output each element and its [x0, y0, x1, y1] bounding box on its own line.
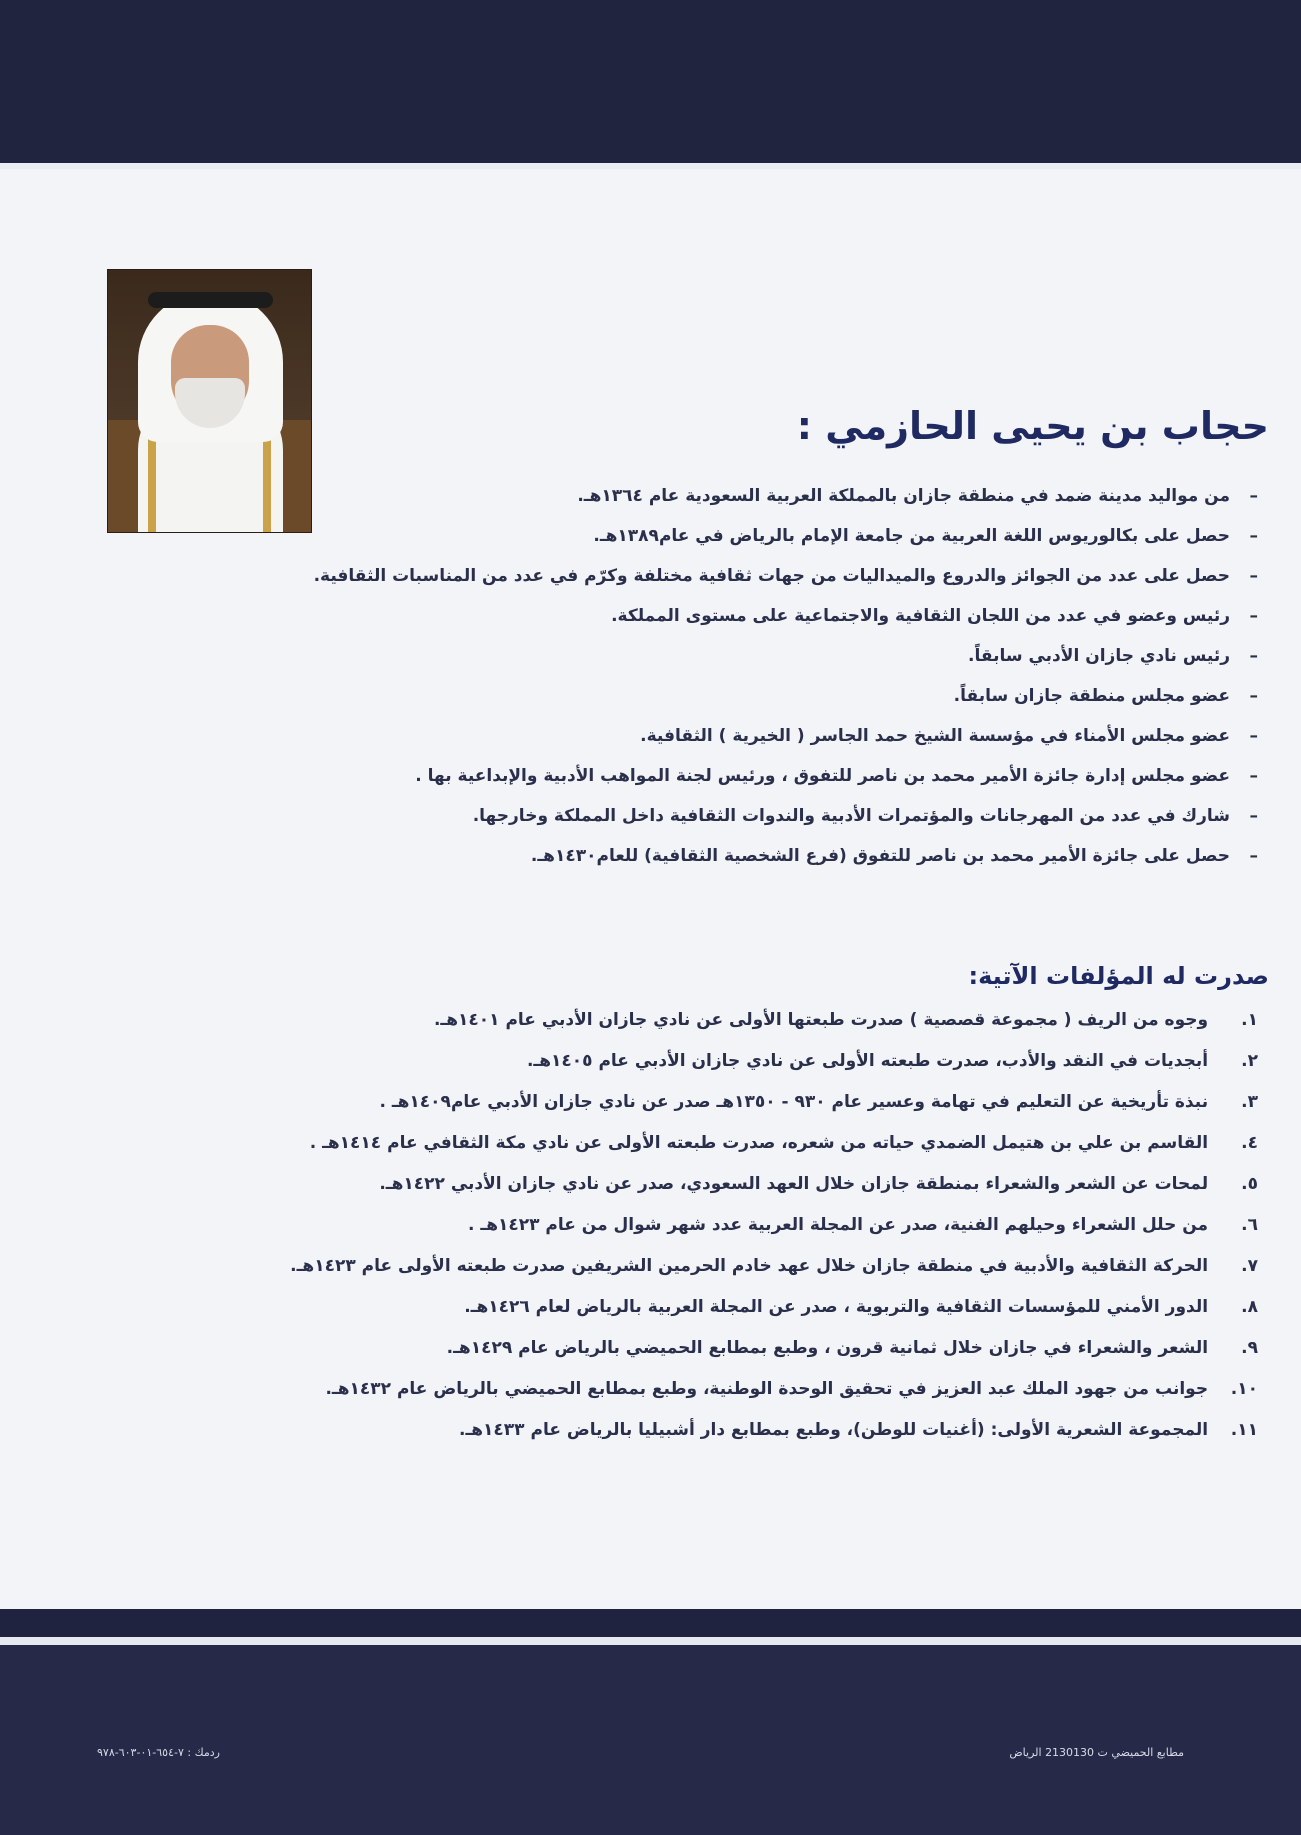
- bottom-divider-dark: [0, 1609, 1301, 1637]
- top-band: [0, 0, 1301, 167]
- bio-item: –شارك في عدد من المهرجانات والمؤتمرات الأدبية والندوات الثقافية داخل المملكة وخارجها.: [472, 806, 1258, 826]
- work-item: ٨. الدور الأمني للمؤسسات الثقافية والتربوية ، صدر عن المجلة العربية بالرياض لعام ١٤٢٦هـ.: [464, 1297, 1258, 1317]
- bullet-dash-icon: –: [1249, 766, 1258, 786]
- bio-item: –عضو مجلس الأمناء في مؤسسة الشيخ حمد الجاسر ( الخيرية ) الثقافية.: [640, 726, 1258, 746]
- printer-text: مطابع الحميضي ت 2130130 الرياض: [1009, 1746, 1184, 1759]
- bullet-dash-icon: –: [1249, 686, 1258, 706]
- bullet-dash-icon: –: [1249, 646, 1258, 666]
- work-item: ٧. الحركة الثقافية والأدبية في منطقة جازان خلال عهد خادم الحرمين الشريفين صدرت طبعته الأولى عام ١٤٢٣هـ.: [290, 1256, 1258, 1276]
- bio-item: –عضو مجلس إدارة جائزة الأمير محمد بن ناصر للتفوق ، ورئيس لجنة المواهب الأدبية والإبداعية بها .: [415, 766, 1258, 786]
- work-item: ١. وجوه من الريف ( مجموعة قصصية ) صدرت طبعتها الأولى عن نادي جازان الأدبي عام ١٤٠١هـ.: [433, 1010, 1258, 1030]
- bullet-dash-icon: –: [1249, 526, 1258, 546]
- work-item: ٦. من حلل الشعراء وحيلهم الفنية، صدر عن المجلة العربية عدد شهر شوال من عام ١٤٢٣هـ .: [468, 1215, 1258, 1235]
- author-portrait: [107, 269, 312, 533]
- agal: [148, 292, 273, 308]
- bullet-dash-icon: –: [1249, 806, 1258, 826]
- work-item: ١٠. جوانب من جهود الملك عبد العزيز في تحقيق الوحدة الوطنية، وطبع بمطابع الحميضي بالرياض عام ١٤٣٢هـ.: [325, 1379, 1258, 1399]
- bullet-dash-icon: –: [1249, 726, 1258, 746]
- work-item: ٣. نبذة تأريخية عن التعليم في تهامة وعسير عام ٩٣٠ - ١٣٥٠هـ صدر عن نادي جازان الأدبي عام١٤٠٩هـ .: [379, 1092, 1258, 1112]
- works-heading: صدرت له المؤلفات الآتية:: [968, 962, 1269, 990]
- bio-item: –عضو مجلس منطقة جازان سابقاً.: [953, 686, 1258, 706]
- bio-item: –رئيس وعضو في عدد من اللجان الثقافية والاجتماعية على مستوى المملكة.: [611, 606, 1258, 626]
- work-item: ٢. أبجديات في النقد والأدب، صدرت طبعته الأولى عن نادي جازان الأدبي عام ١٤٠٥هـ.: [526, 1051, 1258, 1071]
- work-item: ٩. الشعر والشعراء في جازان خلال ثمانية قرون ، وطبع بمطابع الحميضي بالرياض عام ١٤٢٩هـ.: [446, 1338, 1258, 1358]
- bottom-divider-light: [0, 1637, 1301, 1645]
- author-name: حجاب بن يحيى الحازمي :: [796, 404, 1269, 448]
- work-item: ٥. لمحات عن الشعر والشعراء بمنطقة جازان خلال العهد السعودي، صدر عن نادي جازان الأدبي ١٤٢٢هـ.: [379, 1174, 1258, 1194]
- bullet-dash-icon: –: [1249, 606, 1258, 626]
- work-item: ١١. المجموعة الشعرية الأولى: (أغنيات للوطن)، وطبع بمطابع دار أشبيليا بالرياض عام ١٤٣٣هـ.: [458, 1420, 1258, 1440]
- bullet-dash-icon: –: [1249, 846, 1258, 866]
- bio-item: –حصل على عدد من الجوائز والدروع والميداليات من جهات ثقافية مختلفة وكرّم في عدد من المناسبات الثقافية.: [313, 566, 1258, 586]
- bio-item: –حصل على بكالوريوس اللغة العربية من جامعة الإمام بالرياض في عام١٣٨٩هـ.: [593, 526, 1258, 546]
- work-item: ٤. القاسم بن علي بن هتيمل الضمدي حياته من شعره، صدرت طبعته الأولى عن نادي مكة الثقافي عام ١٤١٤هـ .: [309, 1133, 1258, 1153]
- bio-item: –من مواليد مدينة ضمد في منطقة جازان بالمملكة العربية السعودية عام ١٣٦٤هـ.: [577, 486, 1258, 506]
- bio-item: –رئيس نادي جازان الأدبي سابقاً.: [968, 646, 1258, 666]
- bullet-dash-icon: –: [1249, 566, 1258, 586]
- bottom-band: [0, 1645, 1301, 1835]
- bio-item: –حصل على جائزة الأمير محمد بن ناصر للتفوق (فرع الشخصية الثقافية) للعام١٤٣٠هـ.: [530, 846, 1258, 866]
- bullet-dash-icon: –: [1249, 486, 1258, 506]
- isbn-text: ردمك : ٧-٦٥٤-٠١-٦٠٣-٩٧٨: [97, 1746, 220, 1759]
